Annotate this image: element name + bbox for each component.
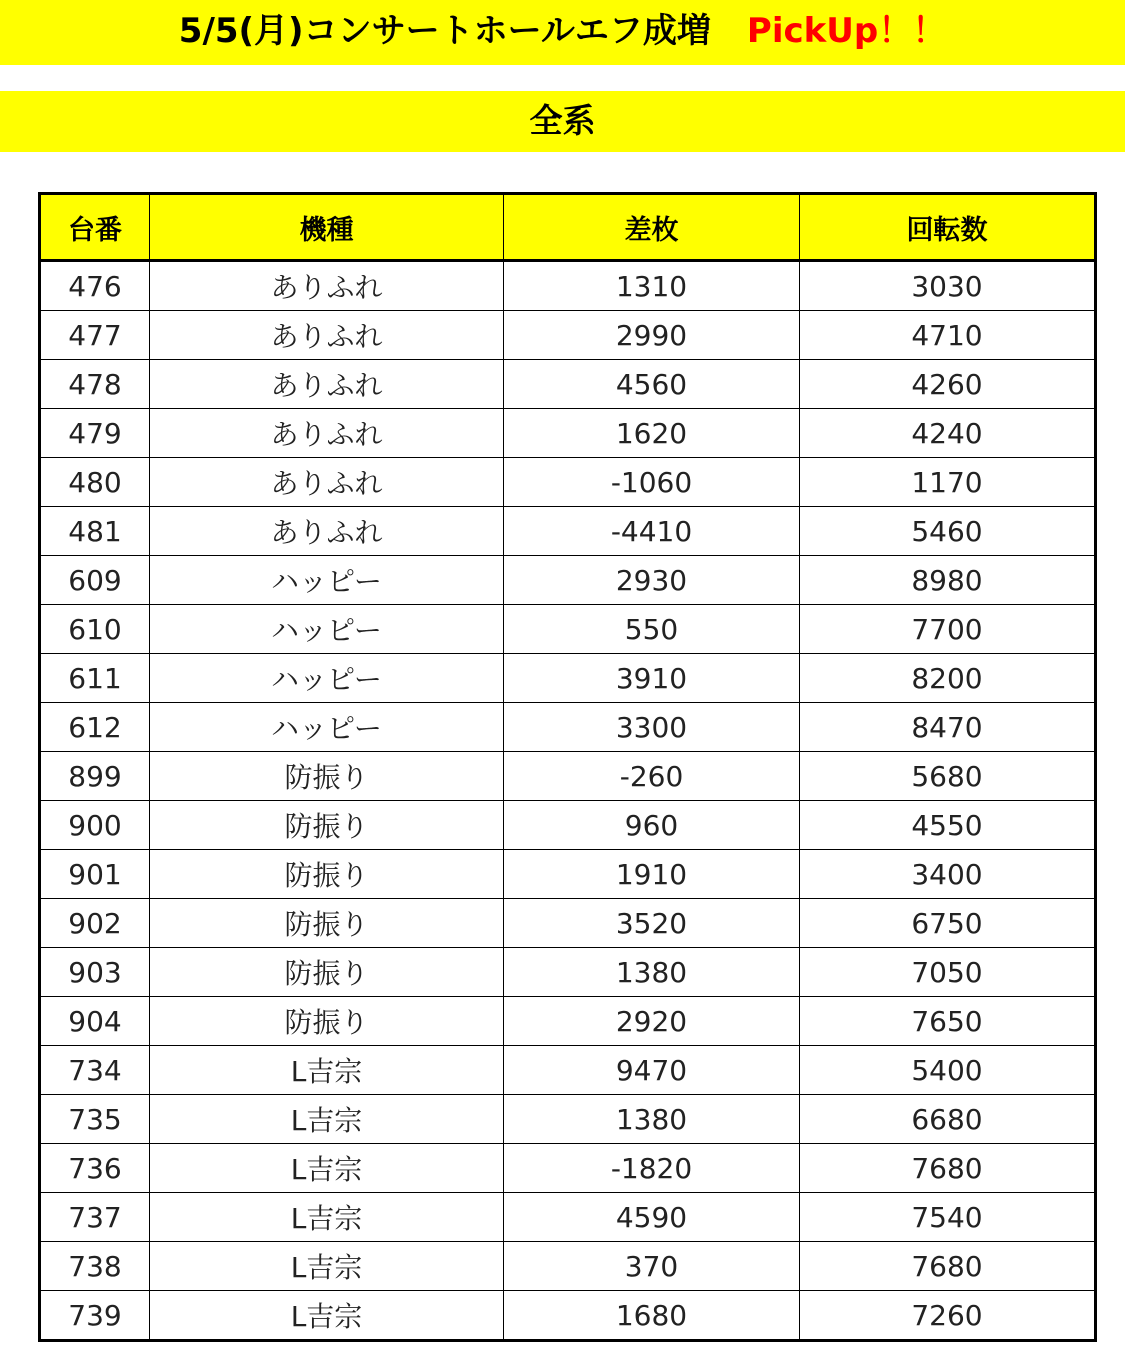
cell-spins: 7700 [800,605,1096,654]
cell-model: ハッピー [150,605,504,654]
table-header-row [40,194,1096,261]
table-row [40,1144,1096,1193]
cell-spins: 4710 [800,311,1096,360]
cell-machine-number: 736 [40,1144,150,1193]
cell-model: ありふれ [150,311,504,360]
cell-model: ありふれ [150,261,504,311]
table-row [40,752,1096,801]
subtitle-banner [0,91,1125,152]
cell-machine-number: 610 [40,605,150,654]
table-row [40,1046,1096,1095]
table-row [40,507,1096,556]
cell-model: ハッピー [150,556,504,605]
cell-machine-number: 738 [40,1242,150,1291]
column-header-model: 機種 [150,194,504,261]
cell-model: L吉宗 [150,1193,504,1242]
cell-diff-medals: -260 [504,752,800,801]
cell-spins: 4240 [800,409,1096,458]
cell-diff-medals: -1820 [504,1144,800,1193]
cell-model: ありふれ [150,360,504,409]
cell-model: ありふれ [150,507,504,556]
cell-model: 防振り [150,997,504,1046]
cell-model: 防振り [150,899,504,948]
table-row [40,605,1096,654]
cell-spins: 5400 [800,1046,1096,1095]
cell-diff-medals: 1620 [504,409,800,458]
cell-machine-number: 737 [40,1193,150,1242]
table-row [40,1291,1096,1341]
table-row [40,311,1096,360]
cell-spins: 1170 [800,458,1096,507]
cell-diff-medals: 4560 [504,360,800,409]
cell-spins: 6680 [800,1095,1096,1144]
cell-spins: 5460 [800,507,1096,556]
cell-spins: 7680 [800,1144,1096,1193]
cell-spins: 7680 [800,1242,1096,1291]
cell-model: 防振り [150,948,504,997]
table-body [40,261,1096,1341]
column-header-machine-number: 台番 [40,194,150,261]
cell-diff-medals: 2990 [504,311,800,360]
cell-machine-number: 902 [40,899,150,948]
cell-diff-medals: 9470 [504,1046,800,1095]
cell-model: L吉宗 [150,1242,504,1291]
cell-model: L吉宗 [150,1291,504,1341]
cell-diff-medals: 2930 [504,556,800,605]
cell-machine-number: 609 [40,556,150,605]
cell-machine-number: 735 [40,1095,150,1144]
cell-spins: 5680 [800,752,1096,801]
cell-machine-number: 476 [40,261,150,311]
table-row [40,948,1096,997]
table-row [40,1095,1096,1144]
cell-diff-medals: 550 [504,605,800,654]
table-row [40,409,1096,458]
cell-model: 防振り [150,850,504,899]
cell-diff-medals: -1060 [504,458,800,507]
cell-diff-medals: 3520 [504,899,800,948]
cell-model: ハッピー [150,703,504,752]
title-banner [0,0,1125,65]
cell-model: ハッピー [150,654,504,703]
table-row [40,703,1096,752]
cell-spins: 4260 [800,360,1096,409]
page-title: 5/5(月)コンサートホールエフ成増 [178,11,711,51]
cell-spins: 7540 [800,1193,1096,1242]
table-row [40,1242,1096,1291]
cell-diff-medals: 3300 [504,703,800,752]
cell-diff-medals: -4410 [504,507,800,556]
cell-model: ありふれ [150,409,504,458]
cell-model: 防振り [150,752,504,801]
table-row [40,997,1096,1046]
cell-model: L吉宗 [150,1046,504,1095]
cell-machine-number: 478 [40,360,150,409]
cell-diff-medals: 1380 [504,948,800,997]
cell-spins: 3030 [800,261,1096,311]
cell-spins: 7650 [800,997,1096,1046]
cell-spins: 4550 [800,801,1096,850]
table-row [40,261,1096,311]
table-row [40,458,1096,507]
cell-diff-medals: 4590 [504,1193,800,1242]
cell-machine-number: 481 [40,507,150,556]
cell-machine-number: 479 [40,409,150,458]
cell-diff-medals: 960 [504,801,800,850]
table-row [40,1193,1096,1242]
cell-machine-number: 612 [40,703,150,752]
cell-machine-number: 904 [40,997,150,1046]
table-row [40,801,1096,850]
cell-diff-medals: 1380 [504,1095,800,1144]
table-row [40,556,1096,605]
cell-spins: 8200 [800,654,1096,703]
cell-spins: 3400 [800,850,1096,899]
section-title: 全系 [529,101,596,140]
cell-spins: 7260 [800,1291,1096,1341]
cell-machine-number: 900 [40,801,150,850]
cell-spins: 7050 [800,948,1096,997]
cell-model: L吉宗 [150,1144,504,1193]
cell-diff-medals: 3910 [504,654,800,703]
cell-model: L吉宗 [150,1095,504,1144]
cell-spins: 8470 [800,703,1096,752]
cell-model: ありふれ [150,458,504,507]
cell-machine-number: 899 [40,752,150,801]
cell-diff-medals: 1310 [504,261,800,311]
table-row [40,360,1096,409]
cell-machine-number: 739 [40,1291,150,1341]
cell-spins: 8980 [800,556,1096,605]
cell-spins: 6750 [800,899,1096,948]
table-row [40,850,1096,899]
cell-machine-number: 477 [40,311,150,360]
cell-machine-number: 903 [40,948,150,997]
table-row [40,899,1096,948]
cell-diff-medals: 2920 [504,997,800,1046]
cell-machine-number: 480 [40,458,150,507]
cell-machine-number: 901 [40,850,150,899]
cell-diff-medals: 1910 [504,850,800,899]
cell-model: 防振り [150,801,504,850]
cell-diff-medals: 1680 [504,1291,800,1341]
results-table [38,192,1097,1342]
cell-machine-number: 611 [40,654,150,703]
pickup-label: PickUp！！ [746,11,947,51]
cell-diff-medals: 370 [504,1242,800,1291]
column-header-diff-medals: 差枚 [504,194,800,261]
table-row [40,654,1096,703]
column-header-spins: 回転数 [800,194,1096,261]
cell-machine-number: 734 [40,1046,150,1095]
